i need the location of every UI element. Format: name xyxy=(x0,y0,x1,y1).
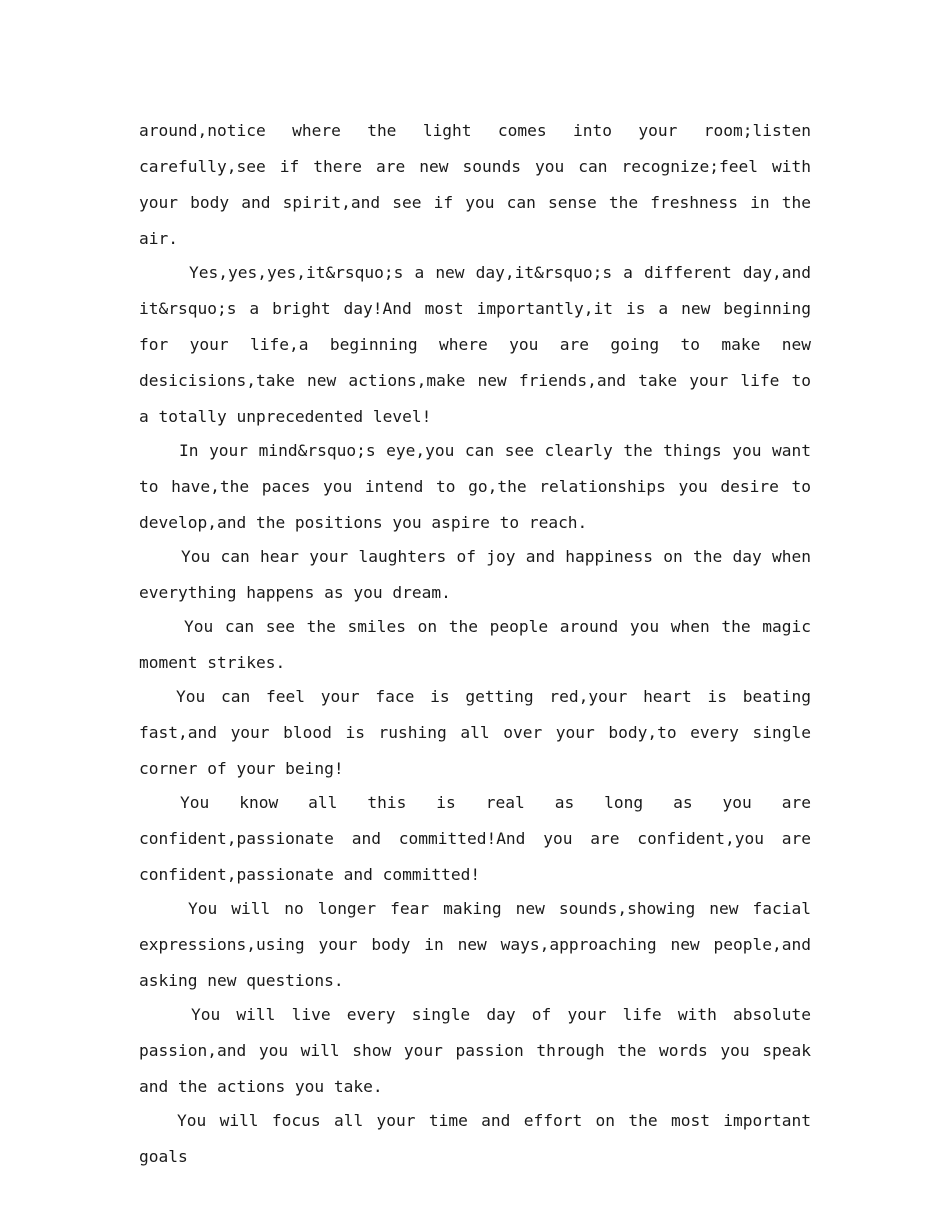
paragraph-4: You can hear your laughters of joy and happiness on the day when everything happens as you dream. xyxy=(139,547,811,602)
document-body xyxy=(139,113,811,1173)
paragraph-3: In your mind&rsquo;s eye,you can see clearly the things you want to have,the paces you intend to go,the relationships you desire to develop,and the positions you aspire to reach. xyxy=(139,441,811,532)
paragraph-5: You can see the smiles on the people around you when the magic moment strikes. xyxy=(139,617,811,672)
paragraph-10: You will focus all your time and effort on the most important goals xyxy=(139,1111,811,1166)
paragraph-7: You know all this is real as long as you are confident,passionate and committed!And you are confident,you are confident,passionate and committed! xyxy=(139,793,811,884)
paragraph-6: You can feel your face is getting red,your heart is beating fast,and your blood is rushing all over your body,to every single corner of your being! xyxy=(139,687,811,778)
paragraph-8: You will no longer fear making new sounds,showing new facial expressions,using your body in new ways,approaching new people,and asking new questions. xyxy=(139,899,811,990)
paragraph-2: Yes,yes,yes,it&rsquo;s a new day,it&rsquo;s a different day,and it&rsquo;s a bright day!And most importantly,it is a new beginning for your life,a beginning where you are going to make new desicisions,take new actions,make new friends,and take your life to a totally unprecedented level! xyxy=(139,263,811,426)
paragraph-9: You will live every single day of your life with absolute passion,and you will show your passion through the words you speak and the actions you take. xyxy=(139,1005,811,1096)
paragraph-1: around,notice where the light comes into your room;listen carefully,see if there are new sounds you can recognize;feel with your body and spirit,and see if you can sense the freshness in the air. xyxy=(139,121,811,248)
